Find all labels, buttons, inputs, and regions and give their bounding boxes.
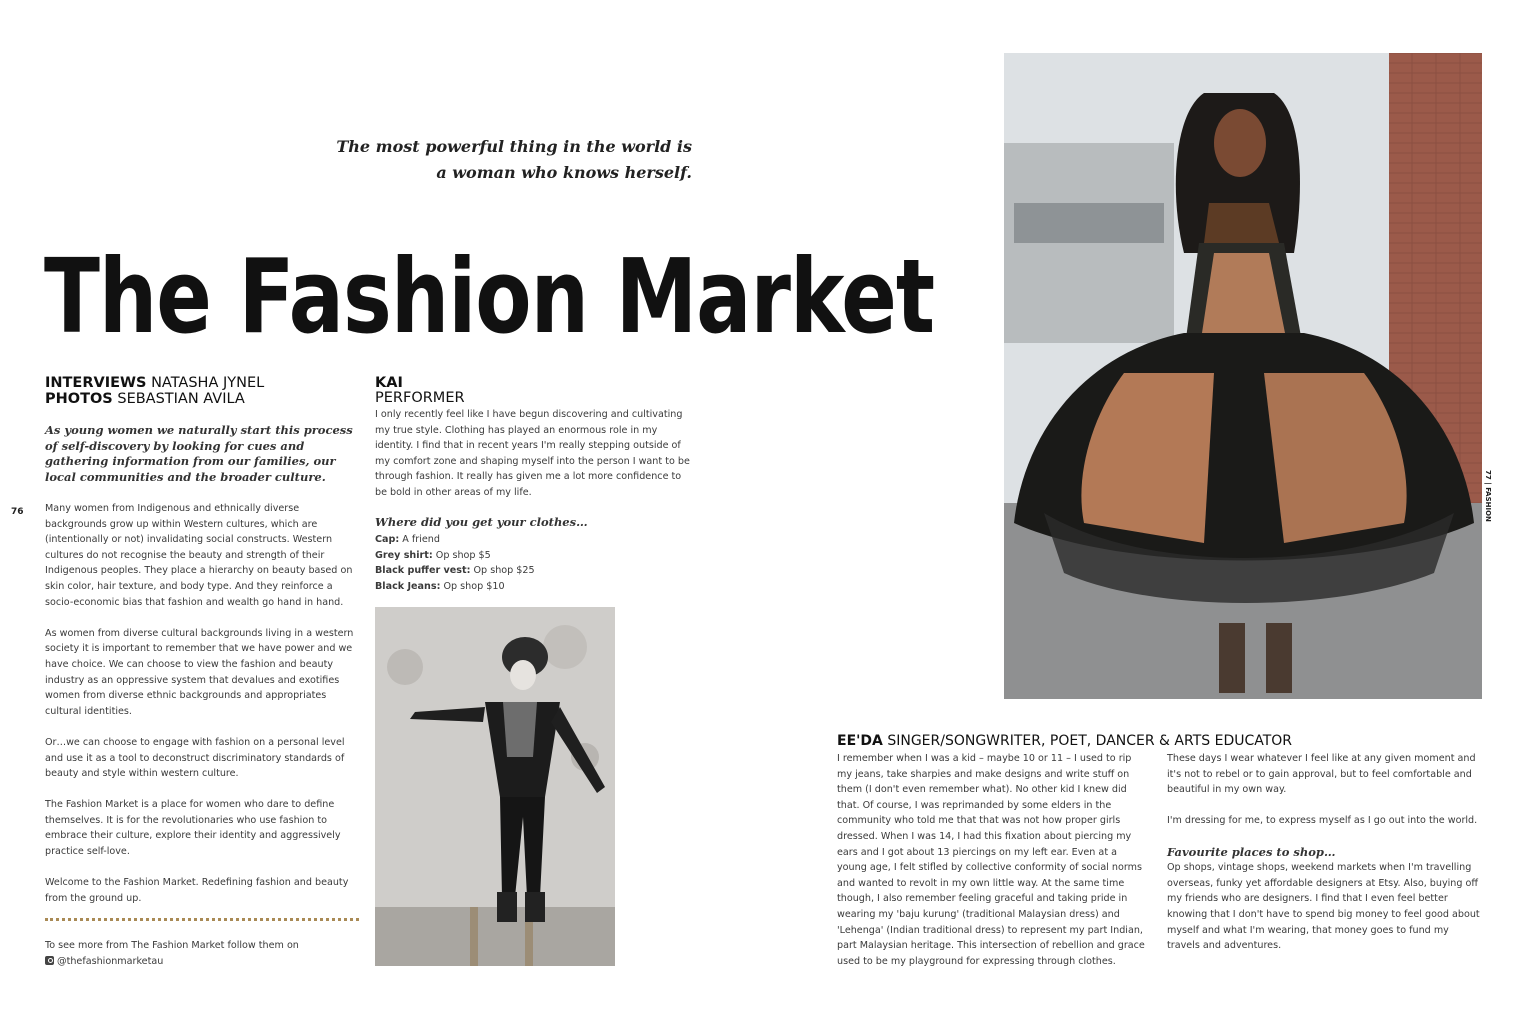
- kai-photo: [375, 607, 615, 966]
- kai-clothes-heading: Where did you get your clothes…: [375, 515, 588, 529]
- list-item: Black Jeans: Op shop $10: [375, 580, 505, 592]
- eeda-heading: [837, 732, 1497, 750]
- pull-quote: [300, 134, 692, 186]
- body-paragraph: Many women from Indigenous and ethnically diverse backgrounds grow up within Western cultures, which are (intentionally or not) invalidating social constructs. Western cultures do not recognise the beauty and strength of their Indigenous peoples. They place a hierarchy on beauty based on skin color, hair texture, and body type. And they reinforce a socio-economic bias that fashion and wealth go hand in hand.: [45, 503, 353, 608]
- page-title: The Fashion Market: [44, 238, 935, 357]
- eeda-name: EE'DA: [837, 733, 883, 749]
- list-item: Grey shirt: Op shop $5: [375, 549, 491, 561]
- eeda-fav-text: Op shops, vintage shops, weekend markets when I'm travelling overseas, funky yet affordable designers at Etsy. Also, buying off my friends who are designers. I find that I even feel better knowing that I don't have to spend big money to feel good about myself and what I'm wearing, that money goes to fund my travels and adventures.: [1167, 862, 1480, 952]
- eeda-role: SINGER/SONGWRITER, POET, DANCER & ARTS EDUCATOR: [887, 733, 1293, 749]
- eeda-column-1: I remember when I was a kid – maybe 10 or 11 – I used to rip my jeans, take sharpies and make designs and write stuff on them (I don't even remember what). No other kid I knew did that. Of course, I was reprimanded by some elders in the community who told me that that was not how proper girls dressed. When I was 14, I had this fixation about piercing my ears and I got about 13 piercings on my left ear. Even at a young age, I felt stifled by collective conformity of social norms and wanted to revolt in my own little way. At the same time though, I also remember feeling graceful and taking pride in wearing my 'baju kurung' (traditional Malaysian dress) and 'Lehenga' (Indian traditional dress) to represent my part Indian, part Malaysian heritage. This intersection of rebellion and grace used to be my playground for expressing through clothes.: [837, 753, 1145, 967]
- kai-name: KAI: [375, 375, 403, 391]
- dotted-divider: [45, 918, 359, 921]
- instagram-handle[interactable]: @thefashionmarketau: [57, 955, 164, 967]
- eeda-photo: [1004, 53, 1482, 699]
- body-paragraph: The Fashion Market is a place for women who dare to define themselves. It is for the revolutionaries who use fashion to embrace their culture, explore their identity and aggressively practice self-love.: [45, 799, 341, 858]
- list-item: Black puffer vest: Op shop $25: [375, 565, 535, 577]
- eeda-fav-heading: Favourite places to shop…: [1167, 844, 1336, 859]
- body-paragraph: Or…we can choose to engage with fashion on a personal level and use it as a tool to deconstruct discriminatory standards of beauty and style within western culture.: [45, 736, 345, 780]
- quote-line-2: a woman who knows herself.: [436, 163, 692, 182]
- page-number-right: 77 | FASHION: [1484, 470, 1492, 522]
- instagram-icon: [45, 956, 54, 965]
- kai-role: PERFORMER: [375, 390, 465, 406]
- eeda-column-2: [1167, 751, 1483, 954]
- body-paragraph: I'm dressing for me, to express myself as I go out into the world.: [1167, 815, 1478, 827]
- kai-clothes-list: [375, 532, 695, 594]
- lead-paragraph: As young women we naturally start this process of self-discovery by looking for cues and gathering information from our families, our local communities and the broader culture.: [45, 423, 353, 484]
- body-paragraph: Welcome to the Fashion Market. Redefining fashion and beauty from the ground up.: [45, 877, 349, 904]
- follow-text: To see more from The Fashion Market follow them on: [45, 940, 299, 951]
- quote-line-1: The most powerful thing in the world is: [336, 137, 692, 156]
- interviews-label: INTERVIEWS: [45, 375, 147, 391]
- page-number-left: 76: [11, 507, 24, 517]
- list-item: Cap: A friend: [375, 534, 440, 545]
- interviews-name: NATASHA JYNEL: [151, 375, 265, 391]
- intro-body: [45, 501, 361, 922]
- follow-note: [45, 938, 365, 969]
- kai-text: I only recently feel like I have begun discovering and cultivating my true style. Clothing has played an enormous role in my identity. I find that in recent years I'm really stepping outside of my comfort zone and shaping myself into the person I want to be through fashion. It really has given me a lot more confidence to be bold in other areas of my life.: [375, 409, 690, 498]
- body-paragraph: As women from diverse cultural backgrounds living in a western society it is important to remember that we have power and we have choice. We can choose to view the fashion and beauty industry as an oppressive system that devalues and exotifies women from diverse ethnic backgrounds and appropriates cultural identities.: [45, 627, 354, 717]
- article-credits: [45, 375, 365, 407]
- photos-label: PHOTOS: [45, 391, 113, 407]
- body-paragraph: These days I wear whatever I feel like at any given moment and it's not to rebel or to gain approval, but to feel comfortable and beautiful in my own way.: [1167, 753, 1476, 796]
- photos-name: SEBASTIAN AVILA: [117, 391, 245, 407]
